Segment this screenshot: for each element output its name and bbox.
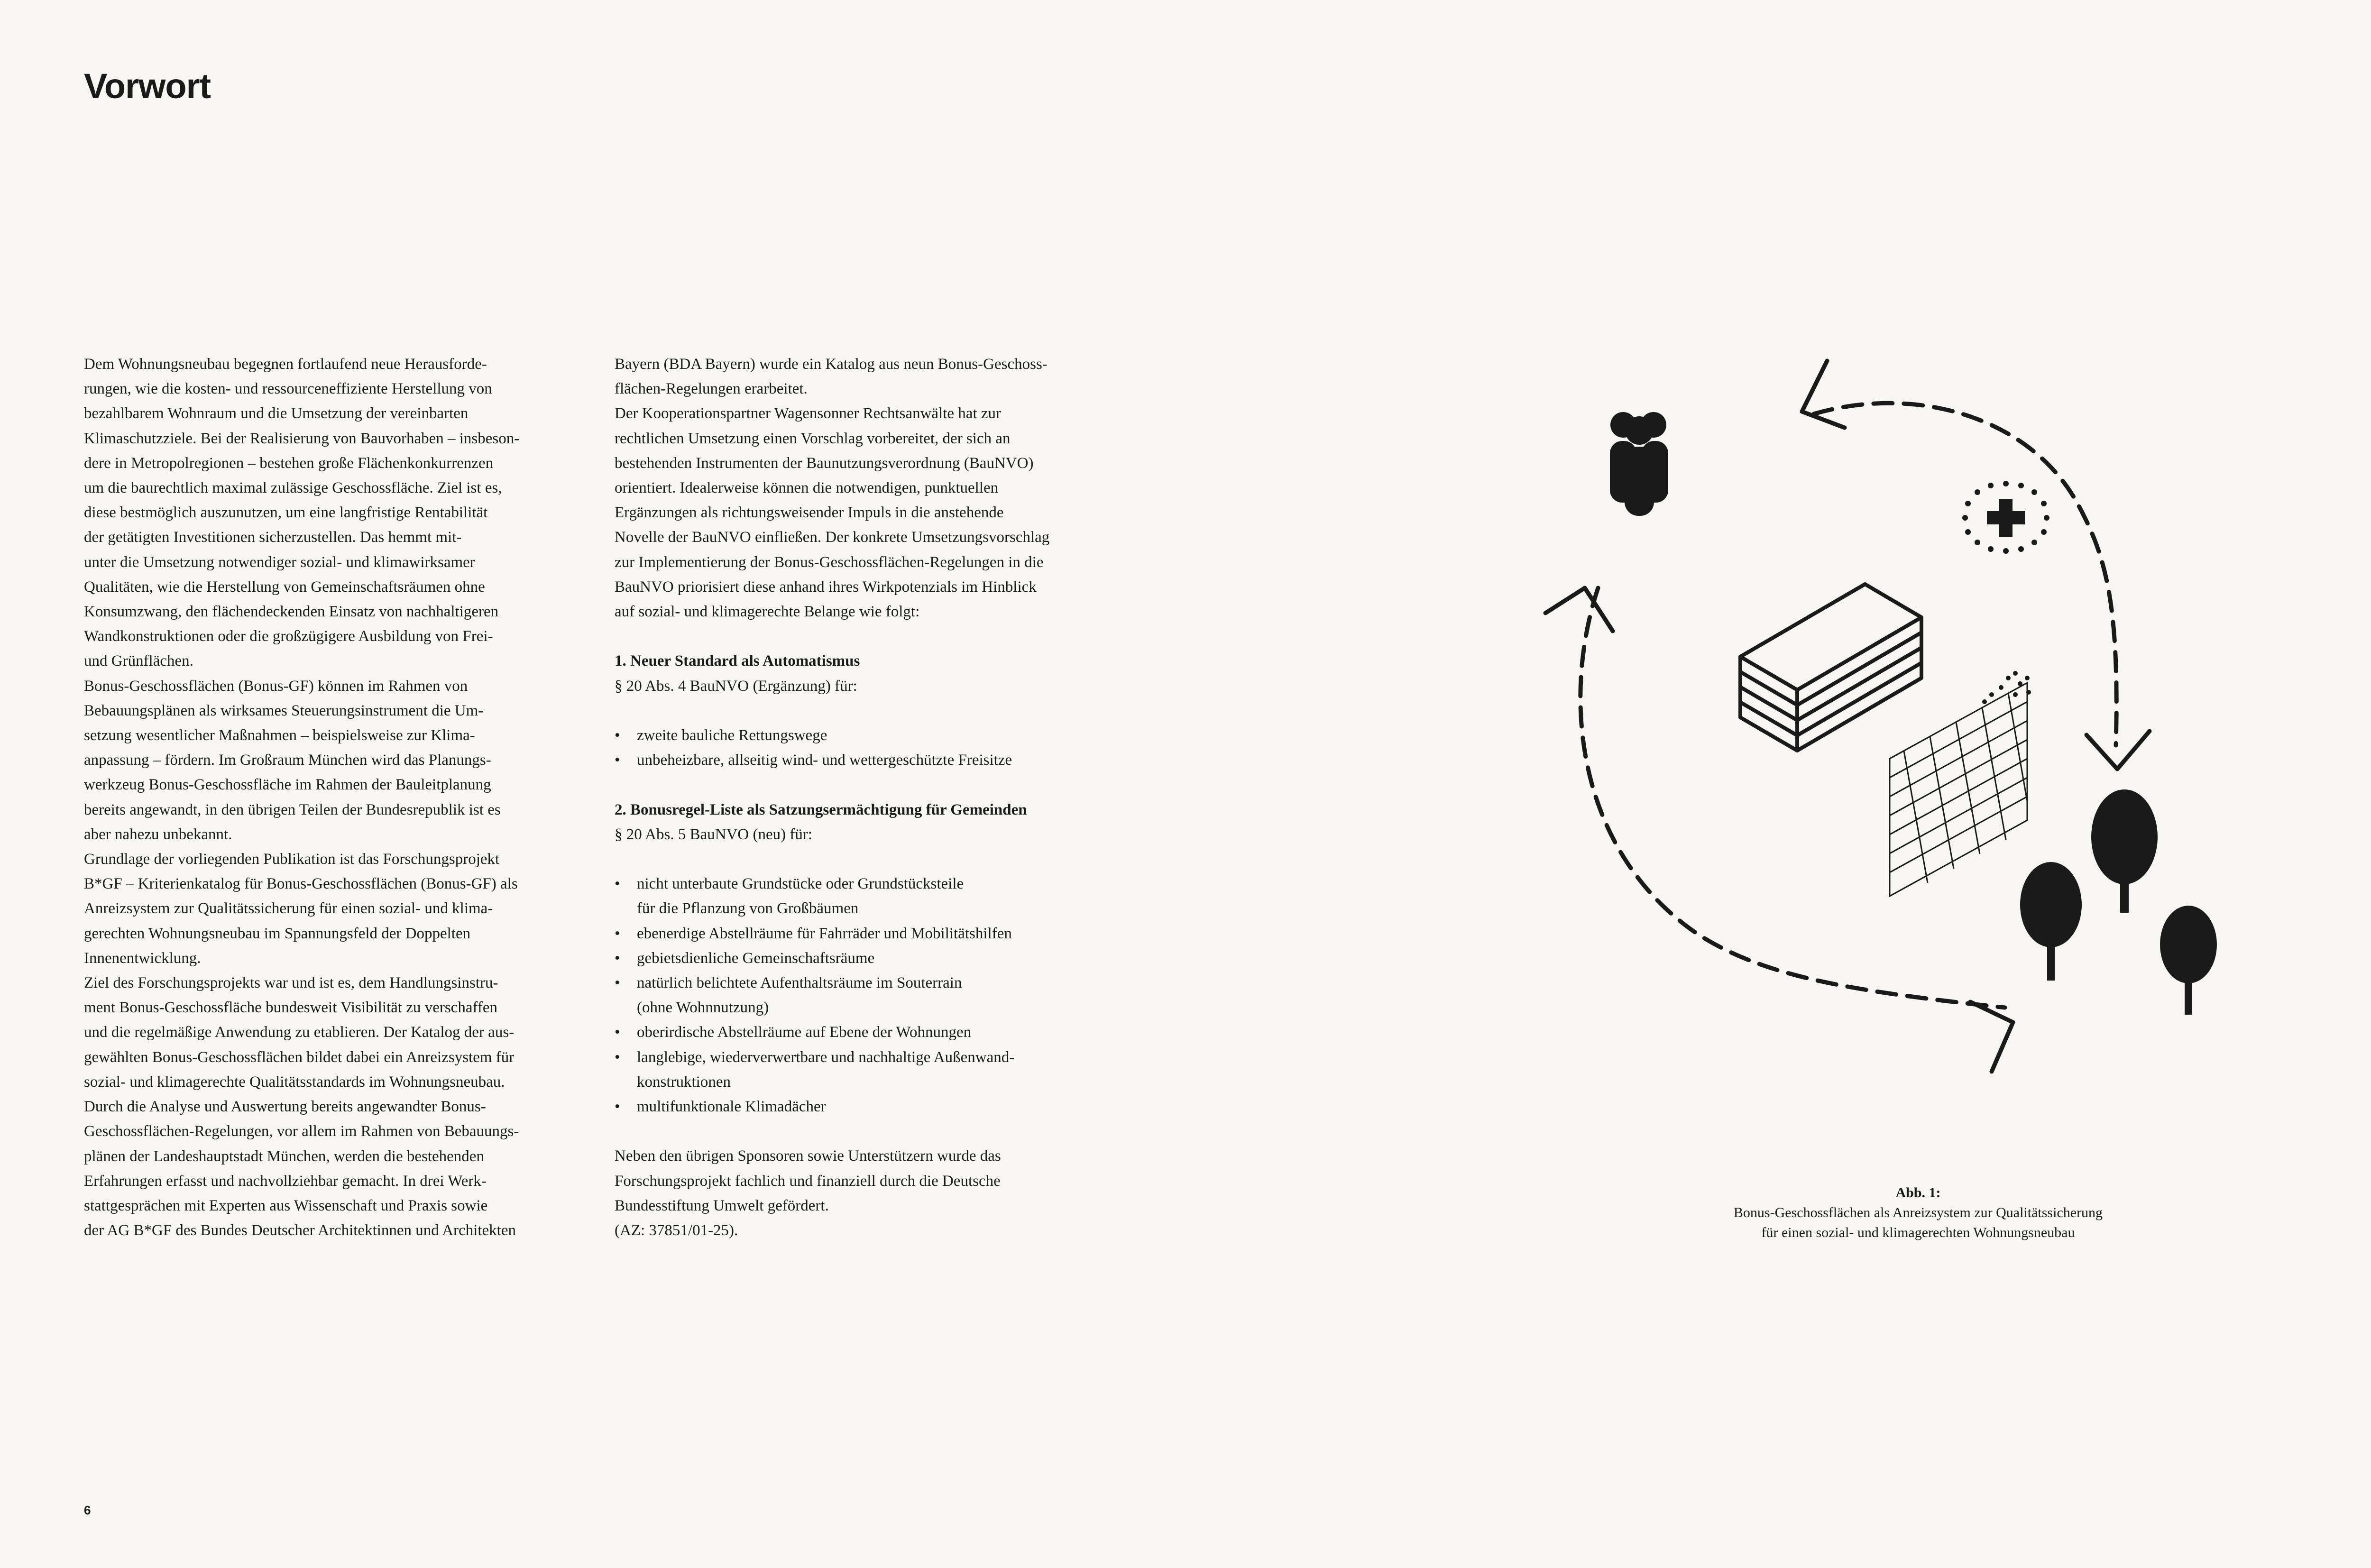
text-line: Ergänzungen als richtungsweisender Impuls in die anstehende [615,504,1004,522]
text-line: Konsumzwang, den flächendeckenden Einsatz von nachhaltigeren [84,603,499,621]
text-line: gewählten Bonus-Geschossflächen bildet dabei ein Anreizsystem für [84,1048,515,1066]
text-line: stattgesprächen mit Experten aus Wissenschaft und Praxis sowie [84,1197,488,1214]
list-item-continuation: (ohne Wohnnutzung) [637,999,769,1017]
text-line: anpassung – fördern. Im Großraum München wird das Planungs- [84,752,491,769]
caption-line: Bonus-Geschossflächen als Anreizsystem zur Qualitätssicherung [1733,1205,2103,1220]
list-item: • ebenerdige Abstellräume für Fahrräder und Mobilitätshilfen [615,921,1136,946]
page-number-left: 6 [84,1503,91,1517]
section-2-list [615,871,1136,1119]
text-line: Neben den übrigen Sponsoren sowie Unterstützern wurde das [615,1147,1001,1165]
text-line: werkzeug Bonus-Geschossfläche im Rahmen der Bauleitplanung [84,776,491,794]
text-line: Ziel des Forschungsprojekts war und ist es, dem Handlungsinstru- [84,974,498,992]
text-line: um die baurechtlich maximal zulässige Geschossfläche. Ziel ist es, [84,479,502,497]
list-item: • gebietsdienliche Gemeinschaftsräume [615,946,1136,971]
text-line: gerechten Wohnungsneubau im Spannungsfeld der Doppelten [84,925,471,942]
text-line: setzung wesentlicher Maßnahmen – beispielsweise zur Klima- [84,727,475,744]
text-line: Bonus-Geschossflächen (Bonus-GF) können im Rahmen von [84,677,468,695]
greenery-dots [1982,671,2031,704]
list-item: • oberirdische Abstellräume auf Ebene der Wohnungen [615,1020,1136,1045]
text-line: diese bestmöglich auszunutzen, um eine langfristige Rentabilität [84,504,488,522]
section-1-heading: 1. Neuer Standard als Automatismus [615,652,860,670]
page-title: Vorwort [84,66,211,106]
list-item: • nicht unterbaute Grundstücke oder Grundstücksteile [615,871,1136,896]
text-line: Bayern (BDA Bayern) wurde ein Katalog aus neun Bonus-Geschoss- [615,356,1048,373]
text-line: bezahlbarem Wohnraum und die Umsetzung der vereinbarten [84,405,469,422]
text-line: aber nahezu unbekannt. [84,825,232,843]
text-line: Forschungsprojekt fachlich und finanziell durch die Deutsche [615,1172,1001,1190]
list-item: • langlebige, wiederverwertbare und nachhaltige Außenwand- [615,1045,1136,1070]
text-line: Erfahrungen erfasst und nachvollziehbar gemacht. In drei Werk- [84,1172,487,1190]
text-line: der getätigten Investitionen sicherzustellen. Das hemmt mit- [84,529,462,546]
trees-icon [2020,789,2217,1015]
list-item-continuation: konstruktionen [637,1073,731,1091]
closing-paragraph [615,1144,1136,1243]
text-line: flächen-Regelungen erarbeitet. [615,380,808,398]
greenery-grid-icon [1890,683,2027,896]
text-line: Der Kooperationspartner Wagensonner Rechtsanwälte hat zur [615,405,1002,422]
text-line: dere in Metropolregionen – bestehen große Flächenkonkurrenzen [84,454,494,472]
text-line: Grundlage der vorliegenden Publikation ist das Forschungsprojekt [84,851,500,868]
text-line: Bebauungsplänen als wirksames Steuerungsinstrument die Um- [84,702,484,719]
text-line: Anreizsystem zur Qualitätssicherung für einen sozial- und klima- [84,900,493,917]
text-line: rechtlichen Umsetzung einen Vorschlag vorbereitet, der sich an [615,430,1011,447]
text-line: unter die Umsetzung notwendiger sozial- und klimawirksamer [84,553,475,571]
figure-illustration [1517,346,2300,1105]
text-line: Dem Wohnungsneubau begegnen fortlaufend neue Herausforde- [84,356,487,373]
section-1-subheading: § 20 Abs. 4 BauNVO (Ergänzung) für: [615,677,857,695]
text-column-right [615,352,1136,1243]
text-line: Geschossflächen-Regelungen, vor allem im Rahmen von Bebauungs- [84,1123,519,1140]
section-2-subheading: § 20 Abs. 5 BauNVO (neu) für: [615,825,813,843]
text-line: orientiert. Idealerweise können die notwendigen, punktuellen [615,479,999,497]
text-line: Klimaschutzziele. Bei der Realisierung von Bauvorhaben – insbeson- [84,430,520,447]
text-line: bestehenden Instrumenten der Baunutzungsverordnung (BauNVO) [615,454,1034,472]
building-stack-icon [1740,584,1921,751]
text-column-left [84,352,591,1243]
text-line: bereits angewandt, in den übrigen Teilen der Bundesrepublik ist es [84,801,501,818]
text-line: auf sozial- und klimagerechte Belange wie folgt: [615,603,920,621]
text-line: zur Implementierung der Bonus-Geschossflächen-Regelungen in die [615,553,1044,571]
figure-label: Abb. 1: [1895,1185,1941,1201]
text-line: der AG B*GF des Bundes Deutscher Architektinnen und Architekten [84,1222,516,1239]
text-line: rungen, wie die kosten- und ressourceneffiziente Herstellung von [84,380,492,398]
text-line: Novelle der BauNVO einfließen. Der konkrete Umsetzungsvorschlag [615,529,1050,546]
intro-paragraph [615,352,1136,624]
text-line: Qualitäten, wie die Herstellung von Gemeinschaftsräumen ohne [84,578,485,596]
text-line: plänen der Landeshauptstadt München, werden die bestehenden [84,1147,484,1165]
text-line: sozial- und klimagerechte Qualitätsstandards im Wohnungsneubau. [84,1073,505,1091]
text-line: B*GF – Kriterienkatalog für Bonus-Geschossflächen (Bonus-GF) als [84,875,518,893]
list-item: • multifunktionale Klimadächer [615,1094,1136,1119]
figure-caption-text [1679,1203,2158,1243]
list-item: • zweite bauliche Rettungswege [615,723,1136,748]
text-line: Bundesstiftung Umwelt gefördert. [615,1197,829,1214]
text-line: und Grünflächen. [84,652,193,670]
list-item-continuation: für die Pflanzung von Großbäumen [637,900,859,917]
text-line: und die regelmäßige Anwendung zu etablieren. Der Katalog der aus- [84,1024,515,1041]
text-line: (AZ: 37851/01-25). [615,1222,738,1239]
caption-line: für einen sozial- und klimagerechten Wohnungsneubau [1761,1225,2075,1240]
list-item: • natürlich belichtete Aufenthaltsräume im Souterrain [615,971,1136,995]
section-1-list [615,723,1136,772]
plus-badge-icon [1962,481,2049,554]
text-line: Durch die Analyse und Auswertung bereits angewandter Bonus- [84,1098,486,1116]
section-2-heading: 2. Bonusregel-Liste als Satzungsermächtigung für Gemeinden [615,801,1027,818]
people-icon [1610,412,1668,516]
text-line: BauNVO priorisiert diese anhand ihres Wirkpotenzials im Hinblick [615,578,1037,596]
figure-caption [1679,1183,2158,1243]
text-line: Innenentwicklung. [84,949,201,967]
text-line: ment Bonus-Geschossfläche bundesweit Visibilität zu verschaffen [84,999,498,1017]
text-line: Wandkonstruktionen oder die großzügigere Ausbildung von Frei- [84,628,493,645]
list-item: • unbeheizbare, allseitig wind- und wettergeschützte Freisitze [615,748,1136,772]
